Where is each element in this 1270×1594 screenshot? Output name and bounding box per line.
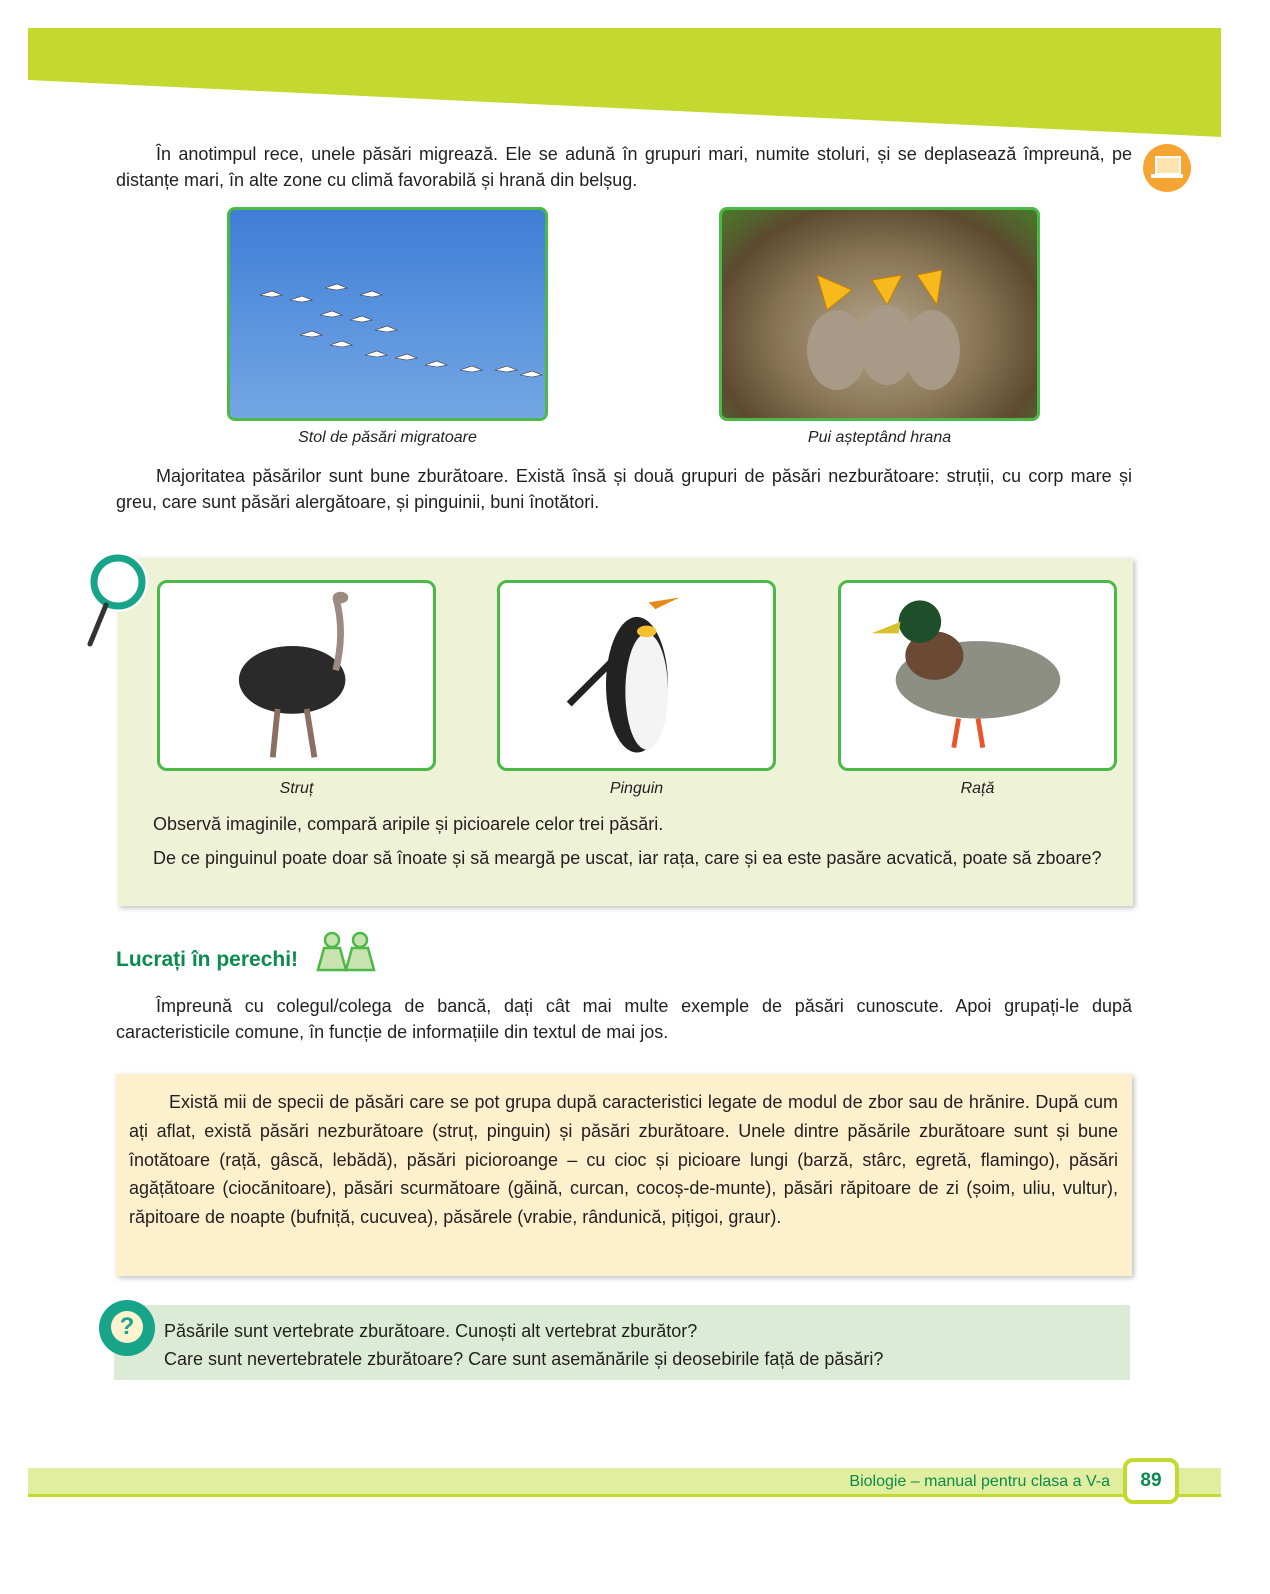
photo-caption: Pui așteptând hrana: [807, 429, 952, 446]
flock-birds-icon: [230, 210, 548, 421]
flight-paragraph: Majoritatea păsărilor sunt bune zburătoare. Există însă și două grupuri de păsări nezburătoare: struții, cu corp mare și greu, care sunt păsări alergătoare, și pinguinii, buni înotători.: [116, 466, 1132, 512]
duck-icon: [841, 583, 1114, 768]
question-text: [164, 1317, 883, 1373]
ostrich-icon: [160, 583, 433, 768]
footer-book-title: Biologie – manual pentru clasa a V-a: [849, 1473, 1110, 1490]
pair-people-icon: [314, 930, 380, 977]
penguin-icon: [500, 583, 773, 768]
photo-chicks-in-nest: [719, 207, 1040, 421]
question-line: Care sunt nevertebratele zburătoare? Care sunt asemănările și deosebirile față de păsări?: [164, 1349, 884, 1369]
info-text: Există mii de specii de păsări care se pot grupa după caracteristici legate de modul de zbor sau de hrănire. După cum ați aflat, există păsări nezburătoare (struț, pinguin) și păsări zburătoare. Unele dintre păsările zburătoare sunt și bune înotătoare (rață, gâscă, lebădă), păsări picioroange – cu cioc și picioare lungi (barză, stârc, egretă, flamingo), păsări agățătoare (ciocănitoare), păsări scurmătoare (găină, curcan, cocoș-de-munte), păsări răpitoare de zi (șoim, uliu, vultur), răpitoare de noapte (bufniță, cucuvea), păsărele (vrabie, rândunică, pițigoi, graur).: [129, 1092, 1118, 1228]
question-icon: ?: [99, 1300, 155, 1356]
top-banner: [0, 0, 1270, 140]
chicks-icon: [722, 210, 1040, 421]
bird-caption: Struț: [279, 780, 314, 797]
card-ostrich: [157, 580, 436, 771]
magnifier-icon: [86, 550, 156, 650]
bird-caption: Pinguin: [609, 780, 664, 797]
pairs-paragraph: Împreună cu colegul/colega de bancă, dați cât mai multe exemple de păsări cunoscute. Apoi grupați-le după caracteristicile comune, în funcție de informațiile din textul de mai jos.: [116, 996, 1132, 1042]
bird-caption: Rață: [960, 780, 995, 797]
card-duck: [838, 580, 1117, 771]
pairs-heading: Lucrați în perechi!: [116, 948, 299, 971]
computer-icon: [1143, 144, 1191, 192]
photo-migrating-flock: [227, 207, 548, 421]
intro-paragraph: În anotimpul rece, unele păsări migrează. Ele se adună în grupuri mari, numite stoluri, și se deplasează împreună, pe distanțe mari, în alte zone cu climă favorabilă și hrană din belșug.: [116, 144, 1132, 190]
photo-caption: Stol de păsări migratoare: [298, 429, 477, 446]
card-penguin: [497, 580, 776, 771]
observe-instruction: Observă imaginile, compară aripile și picioarele celor trei păsări.: [153, 814, 664, 834]
info-box: [116, 1074, 1132, 1276]
observe-question: De ce pinguinul poate doar să înoate și să meargă pe uscat, iar rața, care și ea este pasăre acvatică, poate să zboare?: [153, 848, 1102, 868]
page-number: 89: [1123, 1458, 1179, 1504]
question-line: Păsările sunt vertebrate zburătoare. Cunoști alt vertebrat zburător?: [164, 1321, 698, 1341]
